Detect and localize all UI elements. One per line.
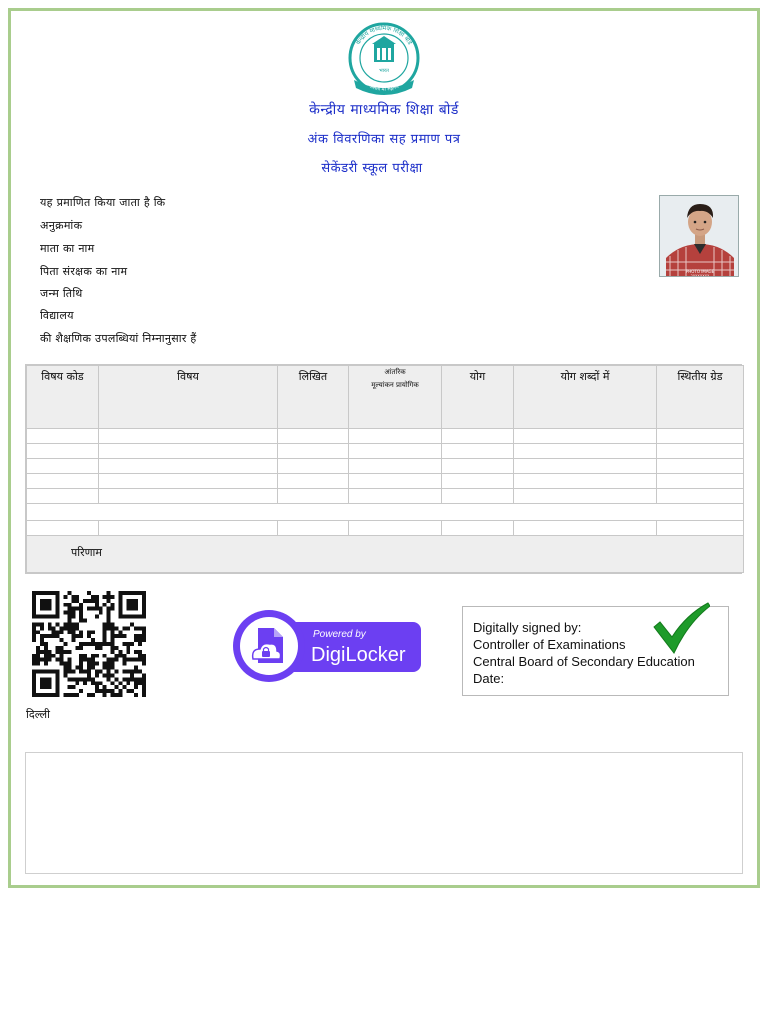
green-checkmark-icon — [652, 601, 710, 659]
qr-code — [32, 591, 146, 697]
col-theory: लिखित — [278, 366, 349, 429]
table-row — [27, 521, 744, 536]
table-row — [27, 429, 744, 444]
board-name-heading: केन्द्रीय माध्यमिक शिक्षा बोर्ड — [309, 102, 459, 118]
table-row — [27, 489, 744, 504]
signature-line-controller: Controller of Examinations — [473, 637, 626, 652]
col-internal-line2: मूल्यांकन प्रायोगिक — [371, 381, 419, 389]
date-of-birth-label: जन्म तिथि — [40, 287, 83, 300]
father-guardian-name-label: पिता संरक्षक का नाम — [40, 265, 128, 278]
col-total-in-words: योग शब्दों में — [514, 366, 657, 429]
emblem-center-text: भारत — [379, 68, 389, 74]
document-title-heading: अंक विवरणिका सह प्रमाण पत्र — [307, 132, 461, 147]
cbse-emblem-logo — [346, 20, 422, 100]
table-spacer-row — [27, 504, 744, 521]
result-label: परिणाम — [27, 536, 744, 573]
table-row — [27, 459, 744, 474]
photo-caption-id: 20XXXXXX — [690, 274, 710, 277]
certification-intro: यह प्रमाणित किया जाता है कि — [40, 196, 166, 209]
marks-table — [25, 364, 742, 574]
table-header-row — [27, 366, 744, 429]
digilocker-brand: DigiLocker — [311, 644, 406, 666]
signature-line-signed-by: Digitally signed by: — [473, 620, 582, 635]
student-photo — [659, 195, 739, 277]
table-row — [27, 444, 744, 459]
digilocker-powered-by: Powered by — [313, 629, 366, 640]
school-label: विद्यालय — [40, 309, 74, 322]
bottom-notes-box — [25, 752, 743, 874]
table-row — [27, 474, 744, 489]
digilocker-badge — [233, 609, 423, 684]
signature-line-board: Central Board of Secondary Education — [473, 654, 695, 669]
roll-number-label: अनुक्रमांक — [40, 219, 83, 232]
signature-line-date: Date: — [473, 671, 505, 686]
col-positional-grade: स्थितीय ग्रेड — [657, 366, 744, 429]
digital-signature-box — [462, 606, 729, 696]
col-total: योग — [442, 366, 514, 429]
col-subject: विषय — [99, 366, 278, 429]
emblem-motto-text: असतो मा सद्गमय — [368, 83, 400, 93]
student-photo-image — [660, 196, 739, 277]
result-row — [27, 536, 744, 573]
mother-name-label: माता का नाम — [40, 242, 95, 255]
col-internal-line1: आंतरिक — [384, 368, 406, 376]
exam-name-heading: सेकेंडरी स्कूल परीक्षा — [321, 161, 423, 176]
col-internal-assessment — [349, 366, 442, 429]
emblem-top-text: केन्द्रीय माध्यमिक शिक्षा बोर्ड — [354, 24, 414, 47]
col-subject-code: विषय कोड — [27, 366, 99, 429]
photo-caption-name: PHOTO IMAGE — [685, 269, 715, 274]
city-label: दिल्ली — [26, 708, 50, 721]
achievements-line: की शैक्षणिक उपलब्धियां निम्नानुसार हैं — [40, 332, 197, 345]
